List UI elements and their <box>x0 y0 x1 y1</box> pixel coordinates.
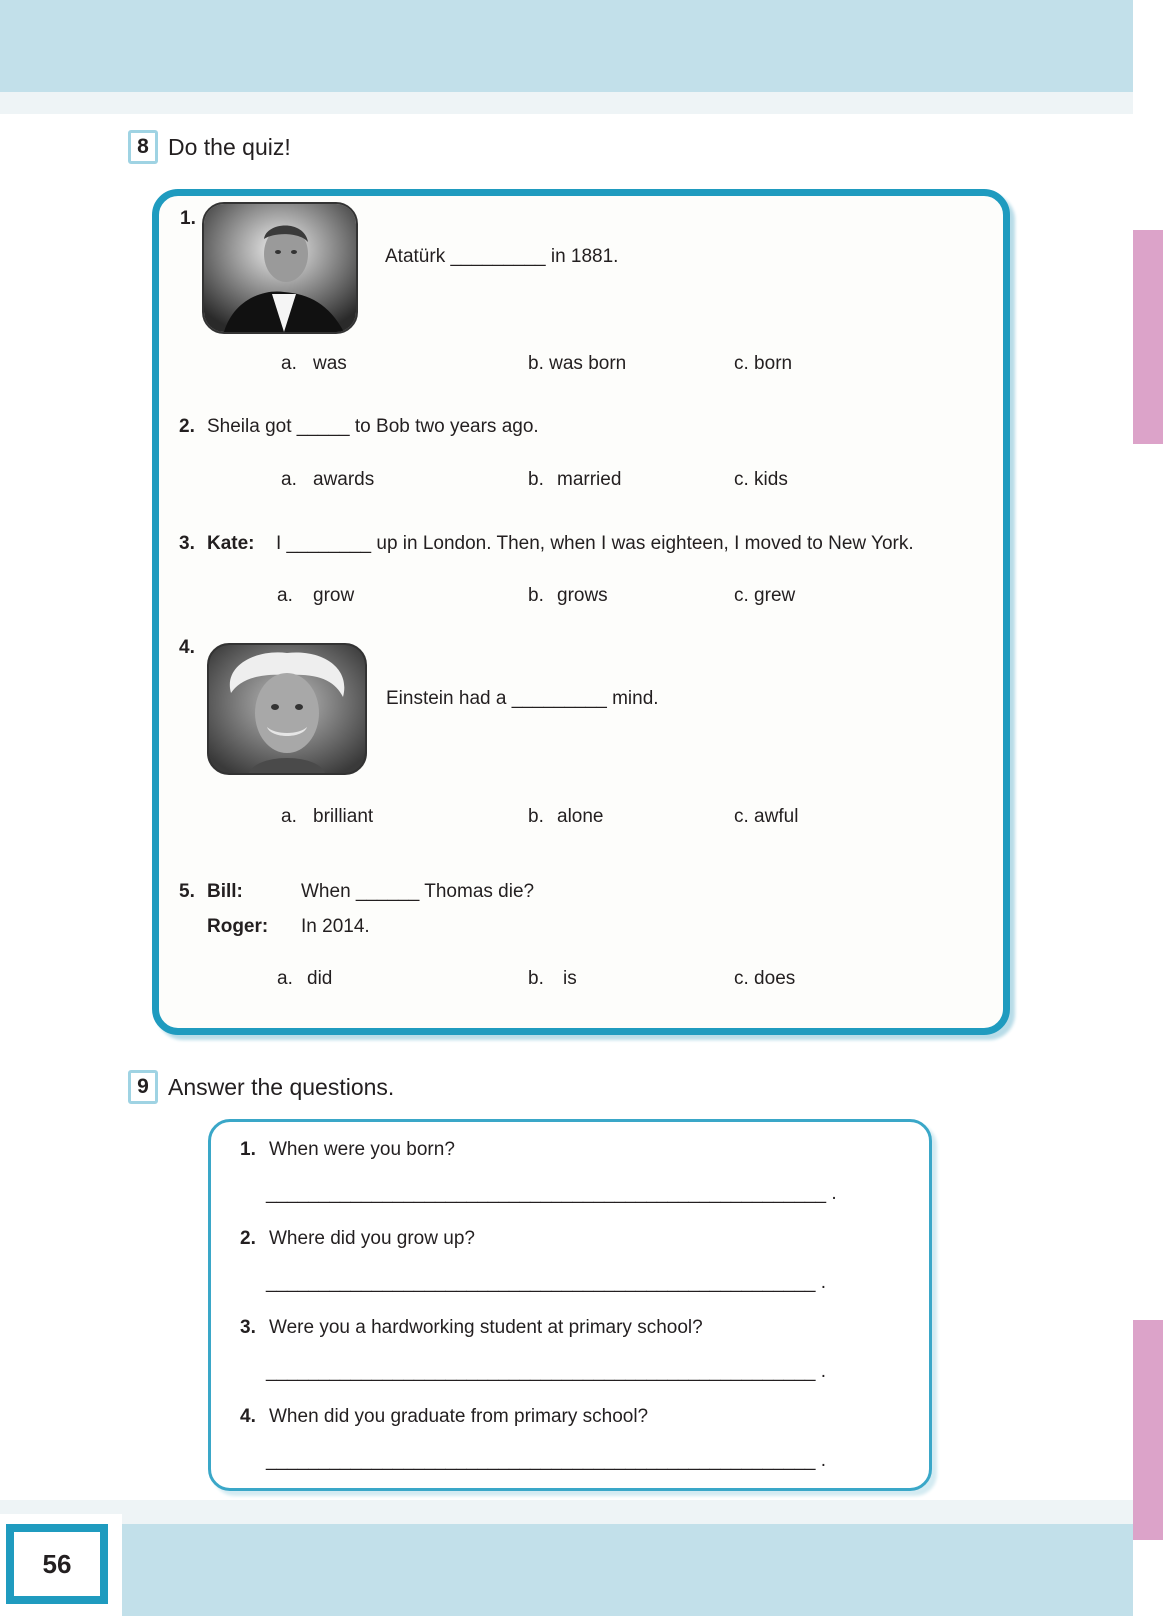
q3-text: I ________ up in London. Then, when I was eighteen, I moved to New York. <box>276 533 914 554</box>
q4-option-b-text: alone <box>557 806 604 827</box>
q4-option-a-letter: a. <box>281 806 297 827</box>
exercise-8-number: 8 <box>128 130 158 164</box>
exercise-9-header <box>128 1070 394 1104</box>
q3-option-a-letter: a. <box>277 585 293 606</box>
einstein-photo <box>207 643 367 775</box>
q5-option-a-text: did <box>307 968 333 989</box>
q2-option-b-text: married <box>557 469 622 490</box>
q2-text: Sheila got _____ to Bob two years ago. <box>207 416 539 437</box>
q1-option-b: b. was born <box>528 353 627 374</box>
q5-option-a-letter: a. <box>277 968 293 989</box>
q2-option-a-text: awards <box>313 469 375 490</box>
q2-number: 2. <box>179 416 195 437</box>
q3-option-c: c. grew <box>734 585 796 606</box>
exercise-8-title: Do the quiz! <box>168 133 291 160</box>
q4-text: Einstein had a _________ mind. <box>386 688 659 709</box>
side-tab-bottom <box>1133 1320 1163 1540</box>
q3-speaker: Kate: <box>207 533 255 554</box>
q9-4-text: When did you graduate from primary school? <box>269 1406 649 1427</box>
q1-option-a-letter: a. <box>281 353 297 374</box>
q3-option-b-letter: b. <box>528 585 544 606</box>
bottom-band <box>0 1524 1133 1616</box>
q3-option-a-text: grow <box>313 585 355 606</box>
top-band <box>0 0 1133 92</box>
q9-1-number: 1. <box>240 1139 256 1160</box>
q4-option-b-letter: b. <box>528 806 544 827</box>
exercise-9-number: 9 <box>128 1070 158 1104</box>
side-tab-top <box>1133 230 1163 444</box>
q9-2-text: Where did you grow up? <box>269 1228 475 1249</box>
q9-4-number: 4. <box>240 1406 256 1427</box>
exercise-9-title: Answer the questions. <box>168 1073 395 1100</box>
page-number-box <box>0 1514 122 1616</box>
portrait-ataturk-icon <box>204 204 356 332</box>
q9-2-number: 2. <box>240 1228 256 1249</box>
q1-text: Atatürk _________ in 1881. <box>385 246 619 267</box>
q5-speaker-2: Roger: <box>207 916 269 937</box>
q9-3-text: Were you a hardworking student at primary school? <box>269 1317 703 1338</box>
q2-option-a-letter: a. <box>281 469 297 490</box>
q5-number: 5. <box>179 881 195 902</box>
q5-option-b-letter: b. <box>528 968 544 989</box>
q2-option-c: c. kids <box>734 469 788 490</box>
q4-number: 4. <box>179 637 195 658</box>
q1-option-a-text: was <box>313 353 347 374</box>
q9-2-answer-line[interactable]: ____________________________________________________ . <box>266 1272 827 1293</box>
q9-3-number: 3. <box>240 1317 256 1338</box>
q1-option-c: c. born <box>734 353 793 374</box>
q9-3-answer-line[interactable]: ____________________________________________________ . <box>266 1361 827 1382</box>
ataturk-photo <box>202 202 358 334</box>
q1-number: 1. <box>180 208 196 229</box>
q4-option-a-text: brilliant <box>313 806 374 827</box>
q5-option-b-text: is <box>563 968 577 989</box>
page-number: 56 <box>6 1524 108 1604</box>
bottom-band-light <box>0 1500 1133 1524</box>
q3-option-b-text: grows <box>557 585 608 606</box>
q3-number: 3. <box>179 533 195 554</box>
q5-option-c: c. does <box>734 968 796 989</box>
q2-option-b-letter: b. <box>528 469 544 490</box>
q9-1-text: When were you born? <box>269 1139 455 1160</box>
portrait-einstein-icon <box>209 645 365 773</box>
q5-line-1: When ______ Thomas die? <box>301 881 535 902</box>
q4-option-c: c. awful <box>734 806 799 827</box>
exercise-8-header <box>128 130 291 164</box>
q5-line-2: In 2014. <box>301 916 370 937</box>
q9-1-answer-line[interactable]: _____________________________________________________ . <box>266 1183 837 1204</box>
top-band-light <box>0 92 1133 114</box>
answer-box <box>208 1119 932 1491</box>
q9-4-answer-line[interactable]: ____________________________________________________ . <box>266 1450 827 1471</box>
q5-speaker-1: Bill: <box>207 881 243 902</box>
